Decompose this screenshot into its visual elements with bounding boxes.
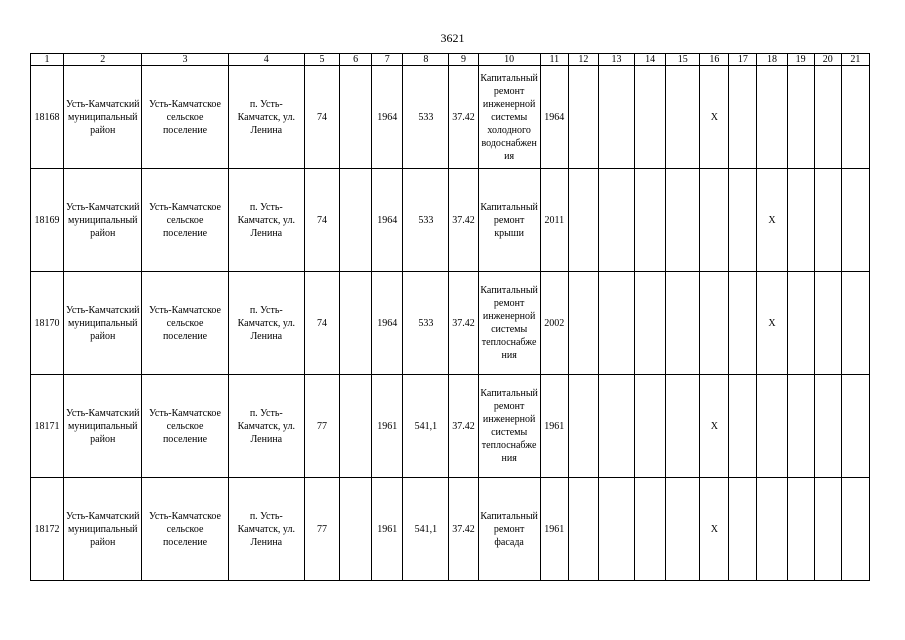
schedule-cell-18	[757, 375, 787, 478]
column-number-cell: 9	[449, 54, 478, 66]
schedule-cell-17	[729, 375, 757, 478]
year-cell: 1964	[372, 66, 403, 169]
schedule-cell-20	[814, 66, 841, 169]
schedule-cell-18	[757, 478, 787, 581]
column-number-cell: 5	[304, 54, 339, 66]
row-id-cell: 18168	[31, 66, 64, 169]
column-number-cell: 20	[814, 54, 841, 66]
column-number-cell: 7	[372, 54, 403, 66]
schedule-cell-20	[814, 272, 841, 375]
schedule-cell-21	[841, 375, 869, 478]
last-repair-year-cell: 1961	[540, 478, 568, 581]
schedule-cell-14	[635, 478, 666, 581]
column-number-cell: 16	[700, 54, 729, 66]
row-id-cell: 18170	[31, 272, 64, 375]
schedule-cell-15	[666, 375, 700, 478]
schedule-cell-14	[635, 169, 666, 272]
schedule-cell-16: X	[700, 375, 729, 478]
column-number-cell: 15	[666, 54, 700, 66]
column-number-cell: 10	[478, 54, 540, 66]
schedule-cell-15	[666, 169, 700, 272]
schedule-cell-15	[666, 272, 700, 375]
schedule-cell-20	[814, 169, 841, 272]
column-number-cell: 12	[568, 54, 598, 66]
schedule-cell-18: X	[757, 272, 787, 375]
municipal-district-cell: Усть-Камчатский муниципальный район	[64, 375, 142, 478]
area-cell: 533	[403, 66, 449, 169]
house-number-cell: 74	[304, 169, 339, 272]
schedule-cell-13	[598, 272, 634, 375]
schedule-cell-15	[666, 478, 700, 581]
address-cell: п. Усть-Камчатск, ул. Ленина	[228, 272, 304, 375]
table-row	[31, 66, 870, 169]
municipal-district-cell: Усть-Камчатский муниципальный район	[64, 272, 142, 375]
area-cell: 541,1	[403, 375, 449, 478]
municipal-district-cell: Усть-Камчатский муниципальный район	[64, 478, 142, 581]
schedule-cell-13	[598, 375, 634, 478]
column-number-cell: 1	[31, 54, 64, 66]
column-number-row	[31, 54, 870, 66]
year-cell: 1964	[372, 272, 403, 375]
schedule-cell-21	[841, 272, 869, 375]
schedule-cell-14	[635, 375, 666, 478]
schedule-cell-16: X	[700, 478, 729, 581]
schedule-cell-19	[787, 272, 814, 375]
address-cell: п. Усть-Камчатск, ул. Ленина	[228, 478, 304, 581]
empty-cell	[340, 478, 372, 581]
rate-cell: 37.42	[449, 272, 478, 375]
area-cell: 533	[403, 169, 449, 272]
schedule-cell-14	[635, 272, 666, 375]
column-number-cell: 4	[228, 54, 304, 66]
last-repair-year-cell: 2011	[540, 169, 568, 272]
schedule-cell-19	[787, 375, 814, 478]
schedule-cell-12	[568, 478, 598, 581]
schedule-cell-13	[598, 478, 634, 581]
address-cell: п. Усть-Камчатск, ул. Ленина	[228, 375, 304, 478]
schedule-cell-12	[568, 375, 598, 478]
settlement-cell: Усть-Камчатское сельское поселение	[142, 272, 228, 375]
work-type-cell: Капитальный ремонт инженерной системы теплоснабжения	[478, 375, 540, 478]
year-cell: 1964	[372, 169, 403, 272]
municipal-district-cell: Усть-Камчатский муниципальный район	[64, 169, 142, 272]
schedule-cell-12	[568, 169, 598, 272]
table-row	[31, 272, 870, 375]
table-row	[31, 169, 870, 272]
settlement-cell: Усть-Камчатское сельское поселение	[142, 478, 228, 581]
column-number-cell: 18	[757, 54, 787, 66]
column-number-cell: 13	[598, 54, 634, 66]
work-type-cell: Капитальный ремонт крыши	[478, 169, 540, 272]
rate-cell: 37.42	[449, 478, 478, 581]
column-number-cell: 6	[340, 54, 372, 66]
empty-cell	[340, 169, 372, 272]
schedule-cell-17	[729, 66, 757, 169]
schedule-cell-21	[841, 169, 869, 272]
rate-cell: 37.42	[449, 169, 478, 272]
register-table	[30, 53, 870, 581]
schedule-cell-20	[814, 375, 841, 478]
schedule-cell-17	[729, 272, 757, 375]
year-cell: 1961	[372, 478, 403, 581]
schedule-cell-12	[568, 66, 598, 169]
column-number-cell: 2	[64, 54, 142, 66]
empty-cell	[340, 272, 372, 375]
schedule-cell-18: X	[757, 169, 787, 272]
house-number-cell: 77	[304, 478, 339, 581]
schedule-cell-20	[814, 478, 841, 581]
rate-cell: 37.42	[449, 375, 478, 478]
schedule-cell-12	[568, 272, 598, 375]
schedule-cell-19	[787, 478, 814, 581]
column-number-cell: 14	[635, 54, 666, 66]
column-number-cell: 3	[142, 54, 228, 66]
settlement-cell: Усть-Камчатское сельское поселение	[142, 169, 228, 272]
schedule-cell-19	[787, 169, 814, 272]
schedule-cell-16	[700, 272, 729, 375]
schedule-cell-14	[635, 66, 666, 169]
area-cell: 541,1	[403, 478, 449, 581]
rate-cell: 37.42	[449, 66, 478, 169]
empty-cell	[340, 375, 372, 478]
column-number-cell: 17	[729, 54, 757, 66]
schedule-cell-19	[787, 66, 814, 169]
schedule-cell-16	[700, 169, 729, 272]
column-number-cell: 8	[403, 54, 449, 66]
house-number-cell: 77	[304, 375, 339, 478]
address-cell: п. Усть-Камчатск, ул. Ленина	[228, 66, 304, 169]
municipal-district-cell: Усть-Камчатский муниципальный район	[64, 66, 142, 169]
table-row	[31, 478, 870, 581]
schedule-cell-18	[757, 66, 787, 169]
table-row	[31, 375, 870, 478]
last-repair-year-cell: 1961	[540, 375, 568, 478]
schedule-cell-17	[729, 169, 757, 272]
last-repair-year-cell: 1964	[540, 66, 568, 169]
settlement-cell: Усть-Камчатское сельское поселение	[142, 375, 228, 478]
year-cell: 1961	[372, 375, 403, 478]
address-cell: п. Усть-Камчатск, ул. Ленина	[228, 169, 304, 272]
row-id-cell: 18172	[31, 478, 64, 581]
empty-cell	[340, 66, 372, 169]
column-number-cell: 11	[540, 54, 568, 66]
house-number-cell: 74	[304, 66, 339, 169]
column-number-cell: 21	[841, 54, 869, 66]
column-number-cell: 19	[787, 54, 814, 66]
last-repair-year-cell: 2002	[540, 272, 568, 375]
schedule-cell-13	[598, 169, 634, 272]
area-cell: 533	[403, 272, 449, 375]
page-number: 3621	[440, 31, 465, 45]
schedule-cell-21	[841, 478, 869, 581]
schedule-cell-21	[841, 66, 869, 169]
settlement-cell: Усть-Камчатское сельское поселение	[142, 66, 228, 169]
row-id-cell: 18171	[31, 375, 64, 478]
work-type-cell: Капитальный ремонт инженерной системы теплоснабжения	[478, 272, 540, 375]
work-type-cell: Капитальный ремонт фасада	[478, 478, 540, 581]
work-type-cell: Капитальный ремонт инженерной системы холодного водоснабжения	[478, 66, 540, 169]
schedule-cell-15	[666, 66, 700, 169]
schedule-cell-16: X	[700, 66, 729, 169]
row-id-cell: 18169	[31, 169, 64, 272]
house-number-cell: 74	[304, 272, 339, 375]
schedule-cell-13	[598, 66, 634, 169]
schedule-cell-17	[729, 478, 757, 581]
